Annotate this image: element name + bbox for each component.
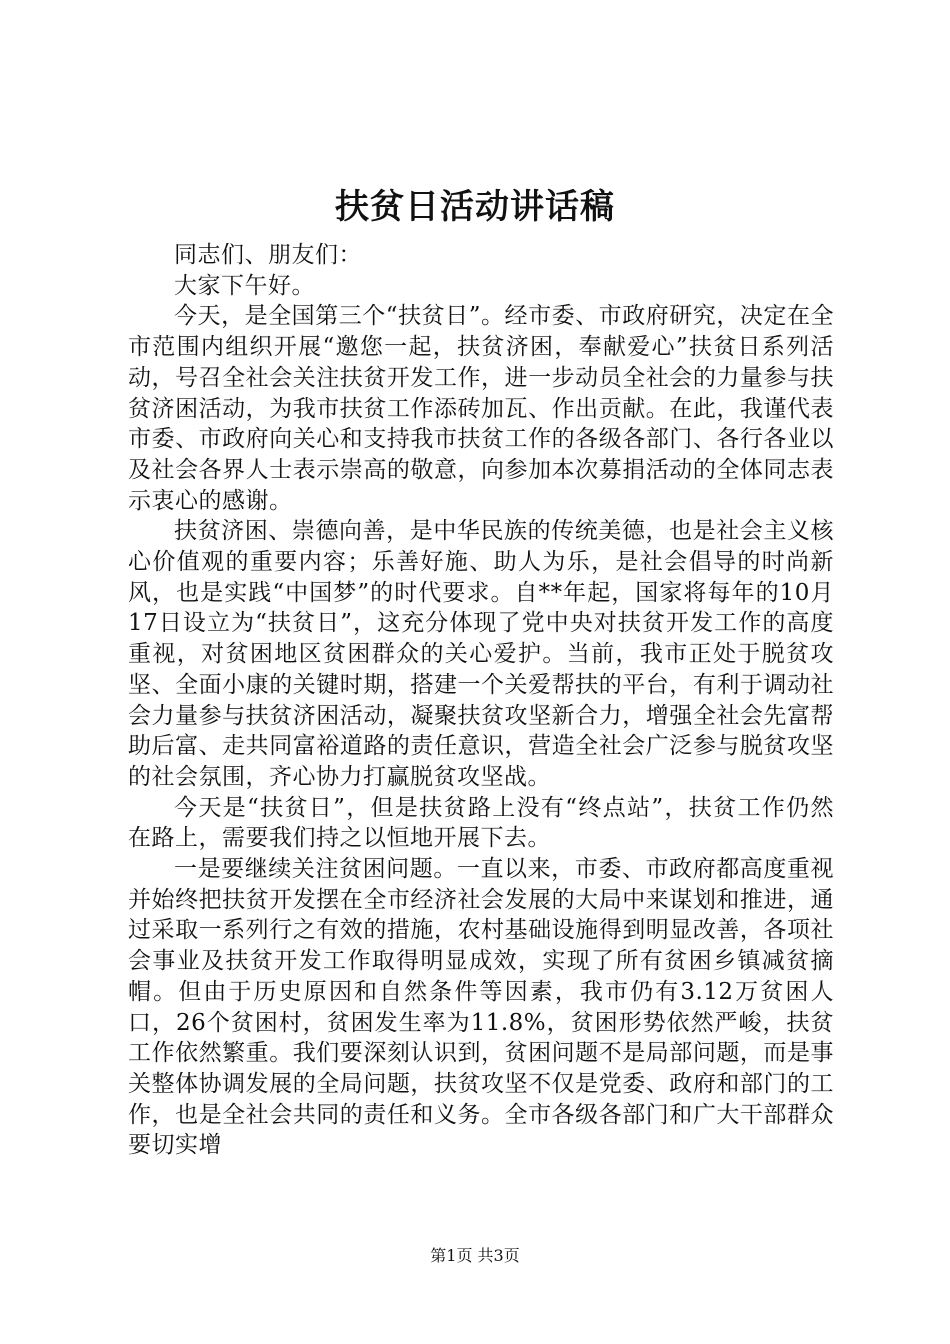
body-paragraph: 扶贫济困、崇德向善，是中华民族的传统美德，也是社会主义核心价值观的重要内容；乐善好施、助人为乐，是社会倡导的时尚新风，也是实践“中国梦”的时代要求。自**年起，国家将每年的10月17日设立为“扶贫日”，这充分体现了党中央对扶贫开发工作的高度重视，对贫困地区贫困群众的关心爱护。当前，我市正处于脱贫攻坚、全面小康的关键时期，搭建一个关爱帮扶的平台，有利于调动社会力量参与扶贫济困活动，凝聚扶贫攻坚新合力，增强全社会先富帮助后富、走共同富裕道路的责任意识，营造全社会广泛参与脱贫攻坚的社会氛围，齐心协力打赢脱贫攻坚战。: [128, 518, 834, 790]
body-paragraph: 今天，是全国第三个“扶贫日”。经市委、市政府研究，决定在全市范围内组织开展“邀您一起，扶贫济困，奉献爱心”扶贫日系列活动，号召全社会关注扶贫开发工作，进一步动员全社会的力量参与扶贫济困活动，为我市扶贫工作添砖加瓦、作出贡献。在此，我谨代表市委、市政府向关心和支持我市扶贫工作的各级各部门、各行各业以及社会各界人士表示崇高的敬意，向参加本次募捐活动的全体同志表示衷心的感谢。: [128, 303, 834, 514]
body-paragraph: 一是要继续关注贫困问题。一直以来，市委、市政府都高度重视并始终把扶贫开发摆在全市经济社会发展的大局中来谋划和推进，通过采取一系列行之有效的措施，农村基础设施得到明显改善，各项社会事业及扶贫开发工作取得明显成效，实现了所有贫困乡镇减贫摘帽。但由于历史原因和自然条件等因素，我市仍有3.12万贫困人口，26个贫困村，贫困发生率为11.8%，贫困形势依然严峻，扶贫工作依然繁重。我们要深刻认识到，贫困问题不是局部问题，而是事关整体协调发展的全局问题，扶贫攻坚不仅是党委、政府和部门的工作，也是全社会共同的责任和义务。全市各级各部门和广大干部群众要切实增: [128, 856, 834, 1159]
greeting-paragraph: 大家下午好。: [174, 272, 315, 299]
document-title: 扶贫日活动讲话稿: [335, 187, 615, 227]
salutation-paragraph: 同志们、朋友们：: [174, 242, 362, 268]
page-number-footer: 第1页 共3页: [430, 1246, 520, 1265]
document-body: [128, 240, 834, 1161]
body-paragraph: 今天是“扶贫日”，但是扶贫路上没有“终点站”，扶贫工作仍然在路上，需要我们持之以恒地开展下去。: [128, 794, 834, 852]
